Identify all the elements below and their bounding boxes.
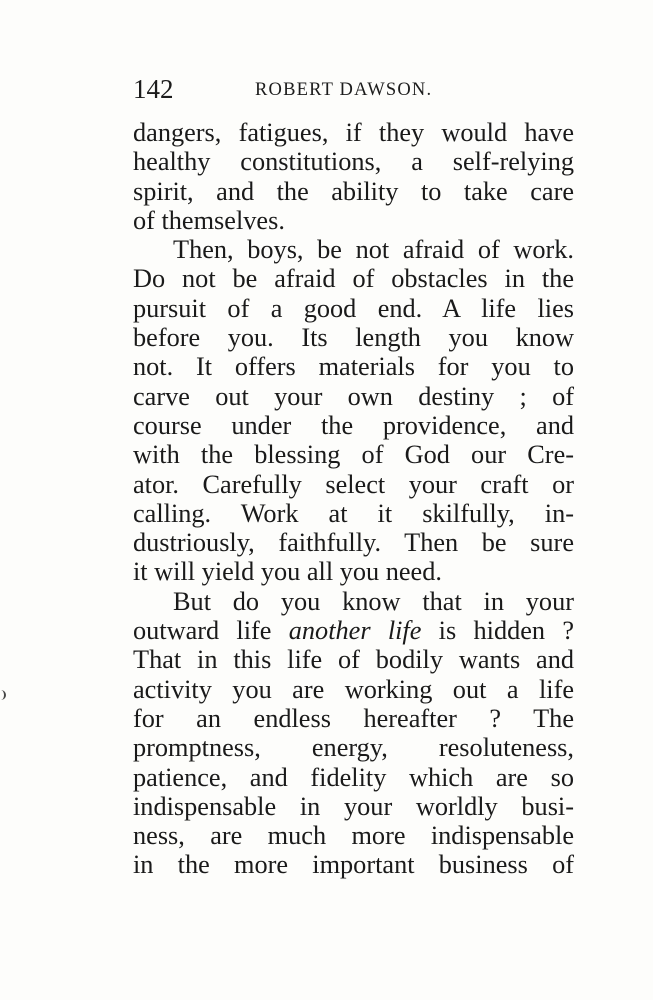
- text-line: course under the providence, and: [133, 410, 574, 440]
- page-number: 142: [133, 74, 174, 104]
- text-line: ator. Carefully select your craft or: [133, 469, 574, 499]
- text-line: dangers, fatigues, if they would have: [133, 118, 574, 147]
- text-line: indispensable in your worldly busi-: [133, 791, 574, 821]
- paragraph: [133, 235, 574, 587]
- text-line: Do not be afraid of obstacles in the: [133, 264, 574, 294]
- text-line: That in this life of bodily wants and: [133, 645, 574, 675]
- text-line: it will yield you all you need.: [133, 557, 442, 587]
- running-head: ROBERT DAWSON.: [255, 80, 433, 100]
- text-line: But do you know that in your: [173, 586, 574, 616]
- text-line: outward life another life is hidden ?: [133, 616, 574, 646]
- text-line: in the more important business of: [133, 850, 574, 880]
- text-line: pursuit of a good end. A life lies: [133, 293, 574, 323]
- text-line: activity you are working out a life: [133, 674, 574, 704]
- page-header: [133, 74, 573, 110]
- text-line: before you. Its length you know: [133, 323, 574, 353]
- text-line: promptness, energy, resoluteness,: [133, 733, 574, 763]
- text-line: patience, and fidelity which are so: [133, 762, 574, 792]
- body-text: [133, 118, 574, 880]
- text-line: for an endless hereafter ? The: [133, 703, 574, 733]
- text-line: dustriously, faithfully. Then be sure: [133, 528, 574, 558]
- text-line: calling. Work at it skilfully, in-: [133, 498, 574, 528]
- text-line: not. It offers materials for you to: [133, 352, 574, 382]
- text-line: healthy constitutions, a self-relying: [133, 147, 574, 177]
- text-line: of themselves.: [133, 205, 285, 235]
- text-line: with the blessing of God our Cre-: [133, 440, 574, 470]
- italic-text: another life: [288, 616, 422, 646]
- paragraph: [133, 118, 574, 235]
- text-line: ness, are much more indispensable: [133, 821, 574, 851]
- margin-mark: [1, 690, 6, 700]
- text-line: spirit, and the ability to take care: [133, 176, 574, 206]
- paragraph: [133, 587, 574, 880]
- text-line: Then, boys, be not afraid of work.: [173, 235, 574, 265]
- text-line: carve out your own destiny ; of: [133, 381, 574, 411]
